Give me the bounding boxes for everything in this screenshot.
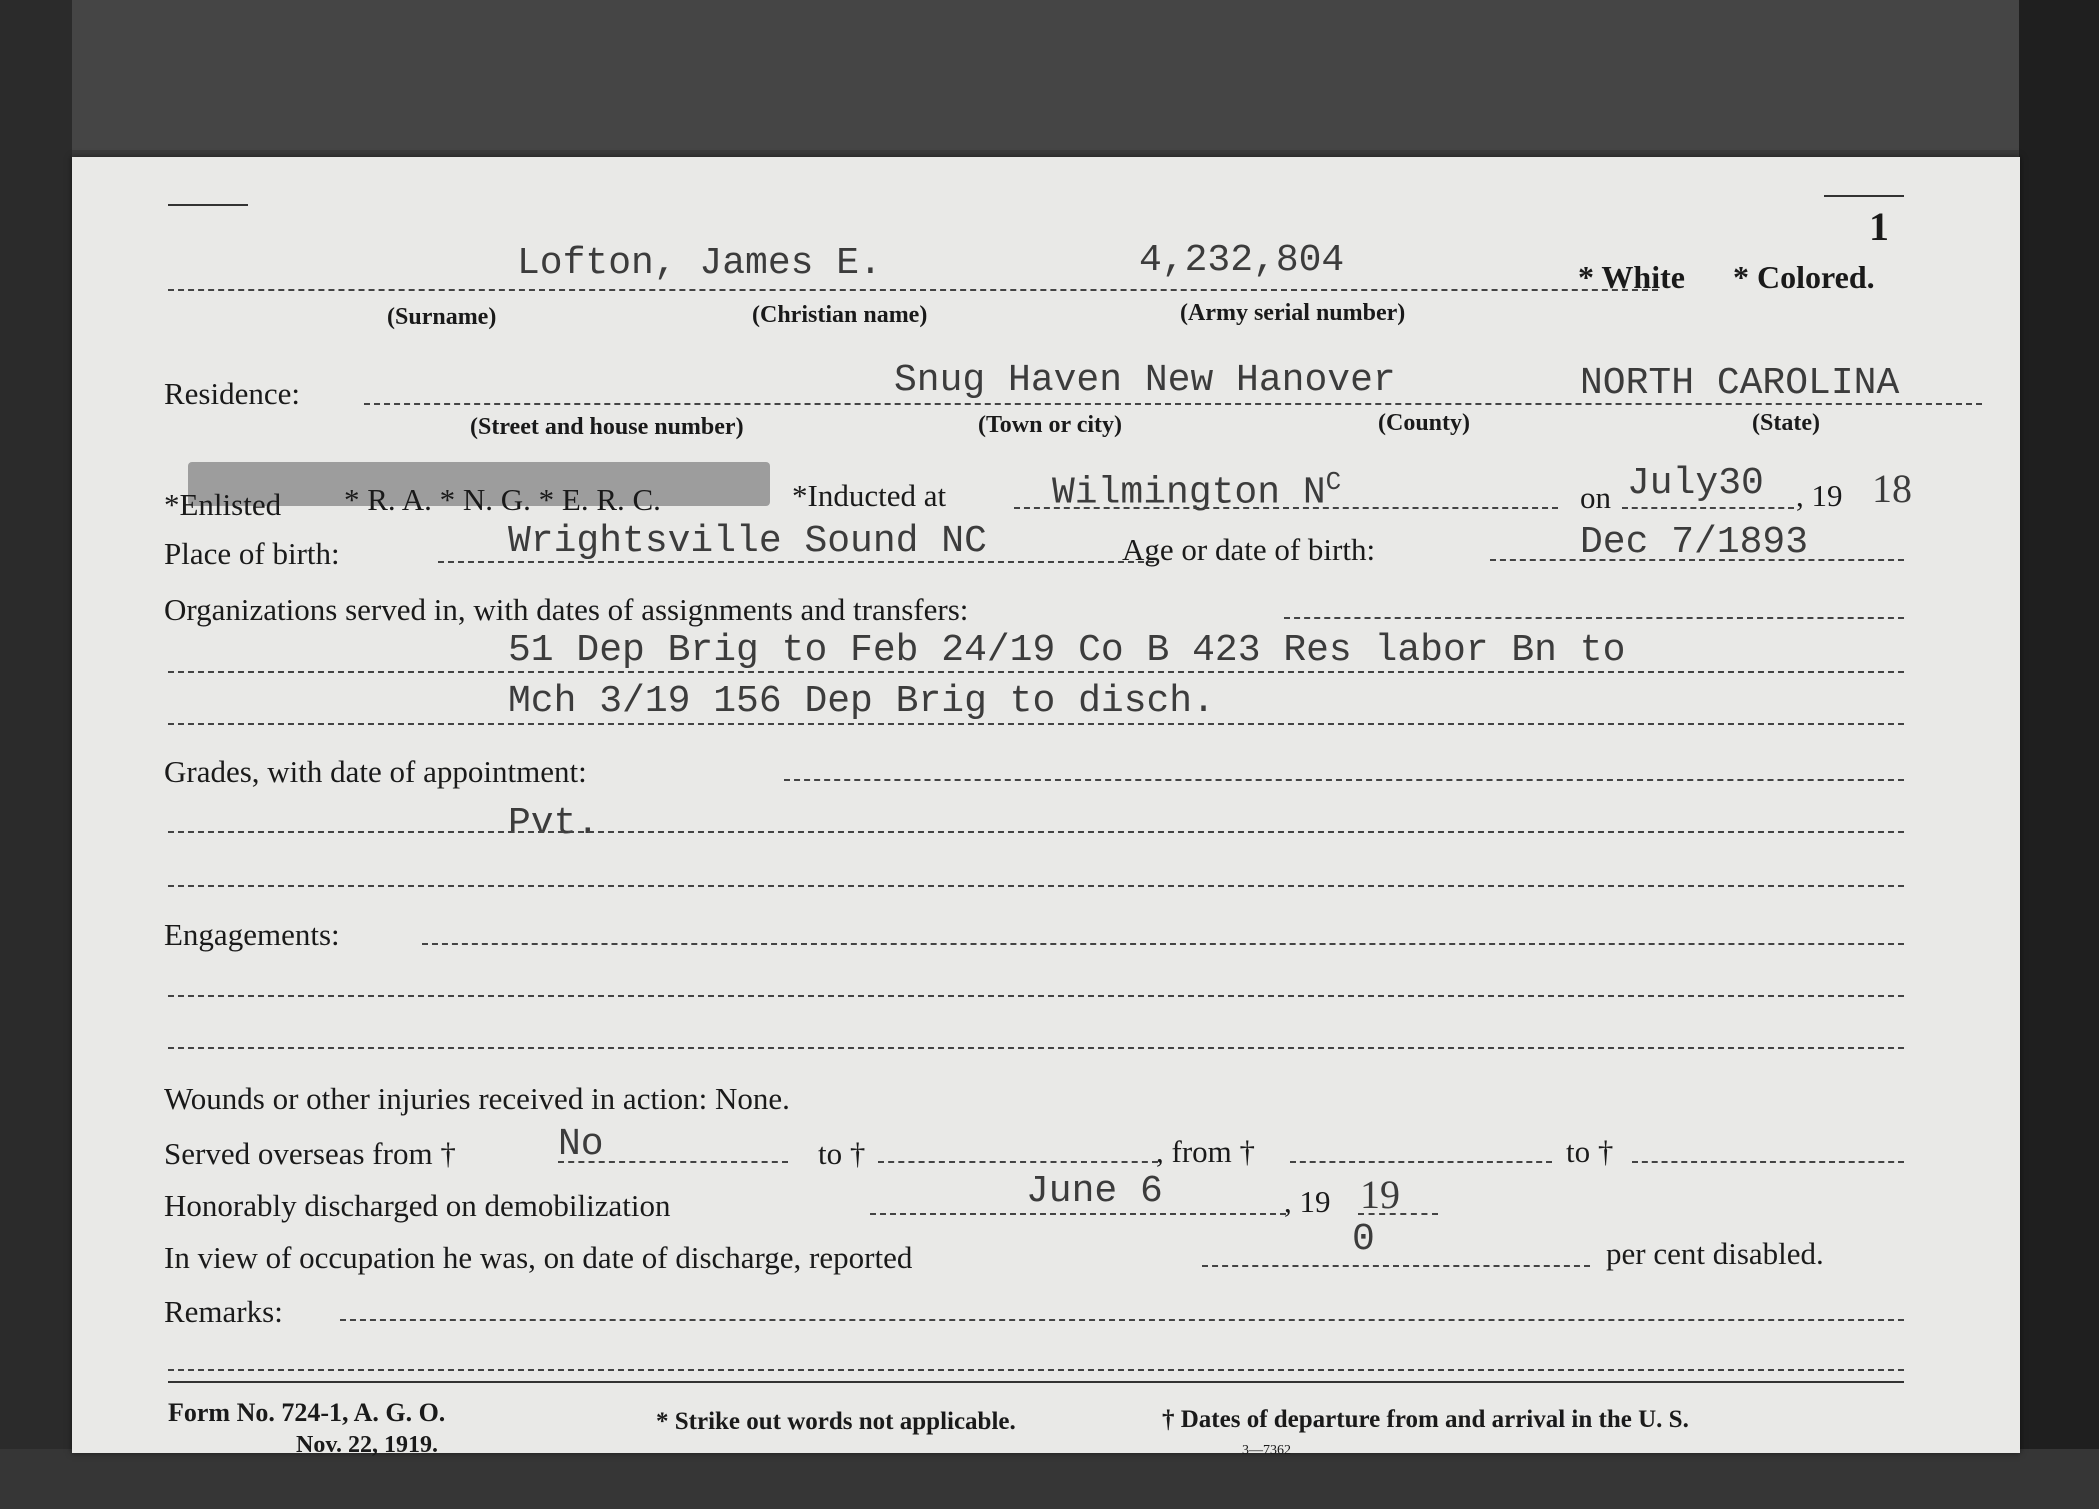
overseas-to2: to †	[1566, 1134, 1614, 1169]
print-code: 3—7362	[1242, 1443, 1291, 1458]
top-right-rule	[1824, 195, 1904, 197]
overseas-from2: , from †	[1156, 1134, 1256, 1169]
induction-date: July30	[1627, 462, 1764, 505]
grades-line-0	[784, 779, 1904, 781]
organizations-line1: 51 Dep Brig to Feb 24/19 Co B 423 Res labor Bn to	[508, 629, 1626, 672]
induction-year-prefix: , 19	[1796, 478, 1843, 513]
overseas-label: Served overseas from †	[164, 1136, 456, 1171]
residence-state: NORTH CAROLINA	[1580, 362, 1900, 405]
surname-christian-name: Lofton, James E.	[517, 242, 882, 285]
induction-place	[1052, 469, 1341, 513]
place-of-birth-label: Place of birth:	[164, 536, 340, 571]
discharge-year-prefix: , 19	[1284, 1184, 1331, 1219]
grades-label: Grades, with date of appointment:	[164, 754, 587, 789]
service-record-card	[72, 157, 2020, 1458]
engagements-line-0	[422, 943, 1904, 945]
disability-value: 0	[1352, 1218, 1375, 1261]
place-of-birth: Wrightsville Sound NC	[508, 520, 987, 563]
induction-place-main: Wilmington N	[1052, 471, 1326, 515]
race-colored: * Colored.	[1733, 259, 1875, 295]
enlisted-label: *Enlisted	[164, 487, 282, 522]
discharge-date: June 6	[1026, 1170, 1163, 1213]
caption-county: (County)	[1378, 410, 1471, 436]
form-date: Nov. 22, 1919.	[296, 1432, 439, 1458]
engagements-line-2	[168, 1047, 1904, 1049]
overseas-from2-line	[1290, 1161, 1552, 1163]
organizations-line2: Mch 3/19 156 Dep Brig to disch.	[508, 680, 1215, 723]
grades-line-1	[168, 831, 1904, 833]
on-label: on	[1580, 480, 1611, 515]
organizations-label: Organizations served in, with dates of assignments and transfers:	[164, 592, 969, 627]
wounds-label: Wounds or other injuries received in action: None.	[164, 1081, 790, 1116]
overseas-to1: to †	[818, 1136, 866, 1171]
caption-state: (State)	[1752, 410, 1820, 436]
inducted-at-label: *Inducted at	[792, 478, 947, 513]
disability-line	[1202, 1265, 1590, 1267]
header-line	[168, 289, 1658, 291]
discharge-date-line	[870, 1213, 1286, 1215]
remarks-label: Remarks:	[164, 1294, 283, 1329]
residence-label: Residence:	[164, 376, 301, 411]
disability-suffix: per cent disabled.	[1606, 1236, 1824, 1271]
induction-place-sup: C	[1325, 467, 1342, 497]
background-bottom	[0, 1449, 2099, 1509]
residence-town-county: Snug Haven New Hanover	[894, 359, 1396, 402]
engagements-label: Engagements:	[164, 917, 340, 952]
overseas-to1-line	[878, 1161, 1158, 1163]
remarks-line-0	[340, 1319, 1904, 1321]
top-left-rule	[168, 204, 248, 206]
engagements-line-1	[168, 995, 1904, 997]
remarks-line-1	[168, 1369, 1904, 1371]
caption-street: (Street and house number)	[470, 414, 744, 440]
grades-line-2	[168, 885, 1904, 887]
disability-label: In view of occupation he was, on date of discharge, reported	[164, 1240, 913, 1275]
discharge-year-suffix: 19	[1360, 1172, 1400, 1217]
overseas-from-value: No	[558, 1123, 604, 1166]
caption-surname: (Surname)	[387, 304, 497, 330]
overseas-to2-line	[1632, 1161, 1904, 1163]
caption-town: (Town or city)	[978, 412, 1122, 438]
grades-value: Pvt.	[508, 802, 600, 845]
caption-christian-name: (Christian name)	[752, 302, 928, 328]
army-serial-number: 4,232,804	[1139, 239, 1345, 282]
card-number: 1	[1869, 204, 1889, 249]
discharge-label: Honorably discharged on demobilization	[164, 1188, 671, 1223]
background-left	[0, 0, 72, 1509]
form-number: Form No. 724-1, A. G. O.	[168, 1398, 446, 1427]
branch-options: * R. A. * N. G. * E. R. C.	[344, 482, 661, 517]
overseas-from-line	[558, 1161, 788, 1163]
caption-serial: (Army serial number)	[1180, 300, 1406, 326]
induction-year-suffix: 18	[1872, 466, 1912, 511]
discharge-year-line	[1358, 1213, 1438, 1215]
background-top	[0, 0, 2099, 150]
organizations-line-2	[168, 723, 1904, 725]
race-white: * White	[1578, 259, 1685, 295]
date-of-birth-label: Age or date of birth:	[1122, 532, 1376, 567]
strike-note: * Strike out words not applicable.	[656, 1408, 1016, 1435]
date-of-birth: Dec 7/1893	[1580, 521, 1809, 564]
footer-rule	[168, 1381, 1904, 1383]
organizations-line-0	[1284, 617, 1904, 619]
dates-note: † Dates of departure from and arrival in the U. S.	[1162, 1406, 1689, 1433]
organizations-line-1	[168, 671, 1904, 673]
induction-date-line	[1622, 507, 1794, 509]
background-right	[2019, 0, 2099, 1509]
